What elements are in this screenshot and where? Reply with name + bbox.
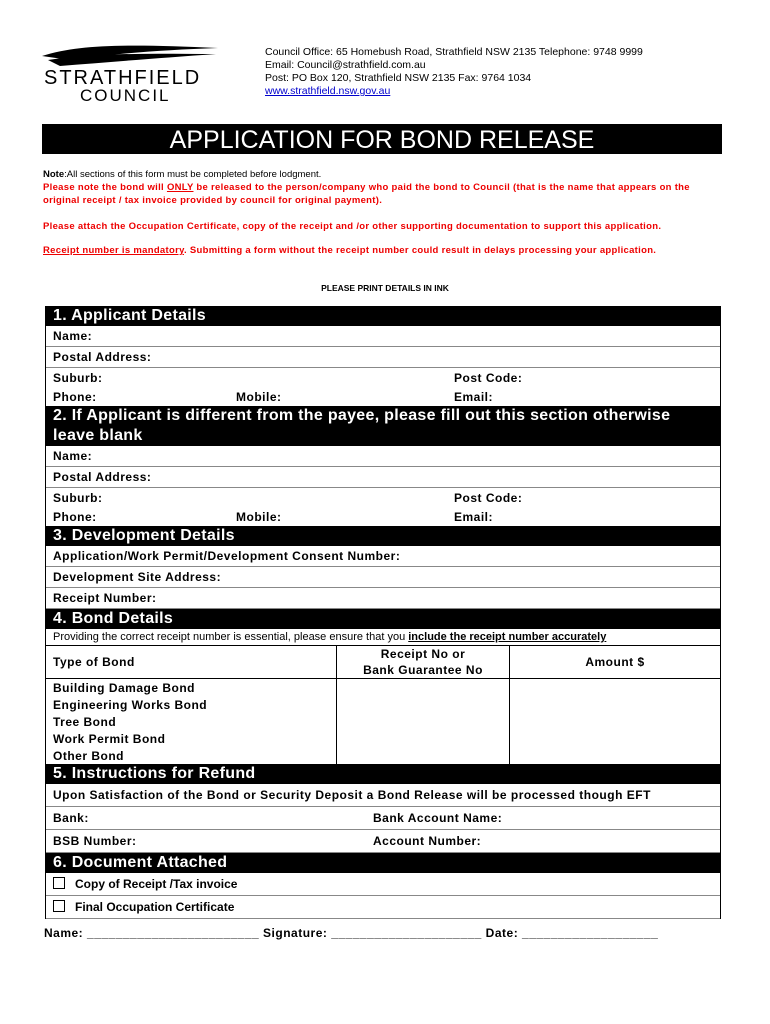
section-1-header: 1. Applicant Details (46, 306, 720, 326)
note-red-1: Please note the bond will ONLY be released to the person/company who paid the bond to Council (that is the name that appears on the original receipt / tax invoice provided by council for original payment). (43, 182, 690, 206)
bank-row[interactable]: Bank: Bank Account Name: (46, 807, 720, 830)
s2-postal-field[interactable]: Postal Address: (46, 467, 720, 488)
col-receipt-no: Receipt No or Bank Guarantee No (337, 646, 510, 679)
page-title: APPLICATION FOR BOND RELEASE (42, 124, 722, 154)
postal-address: Post: PO Box 120, Strathfield NSW 2135 Fax: 9764 1034 (265, 72, 532, 84)
note-red-2: Please attach the Occupation Certificate, copy of the receipt and /or other supporting documentation to support this application. (43, 221, 662, 232)
s2-suburb-row[interactable]: Suburb: Post Code: (53, 491, 523, 505)
col-amount: Amount $ (510, 646, 721, 679)
section-5-header: 5. Instructions for Refund (46, 764, 720, 784)
s1-suburb-row[interactable]: Suburb: Post Code: (53, 371, 523, 385)
col-type-of-bond: Type of Bond (46, 646, 337, 679)
logo-text-1: STRATHFIELD (44, 67, 202, 89)
sign-name: Name: ________________________ (44, 926, 260, 940)
signature-line[interactable] (44, 926, 724, 940)
application-form (45, 306, 721, 919)
print-ink-note: PLEASE PRINT DETAILS IN INK (321, 283, 449, 293)
note-block (43, 168, 723, 257)
section-4-header: 4. Bond Details (46, 609, 720, 629)
section-3-header: 3. Development Details (46, 526, 720, 546)
s3-app-number-field[interactable]: Application/Work Permit/Development Consent Number: (46, 546, 720, 567)
s3-receipt-field[interactable]: Receipt Number: (46, 588, 720, 609)
logo-swoosh-icon (40, 42, 220, 68)
office-address: Council Office: 65 Homebush Road, Strathfield NSW 2135 Telephone: 9748 9999 (265, 46, 643, 58)
council-logo (40, 42, 220, 105)
contact-block (265, 46, 643, 98)
bond-row[interactable]: Work Permit Bond (46, 730, 720, 747)
bond-subnote: Providing the correct receipt number is essential, please ensure that you include the receipt number accurately (46, 629, 720, 646)
checkbox-icon[interactable] (53, 877, 65, 889)
logo-text-2: COUNCIL (80, 86, 171, 105)
s1-phone-row[interactable]: Phone: Mobile: Email: (53, 390, 494, 404)
s2-phone-row[interactable]: Phone: Mobile: Email: (53, 510, 494, 524)
section-2-header: 2. If Applicant is different from the payee, please fill out this section otherwise leave blank (46, 406, 720, 446)
s1-name-field[interactable]: Name: (46, 326, 720, 347)
website-link[interactable]: www.strathfield.nsw.gov.au (265, 85, 391, 97)
s1-postal-field[interactable]: Postal Address: (46, 347, 720, 368)
bond-row[interactable]: Other Bond (46, 747, 720, 764)
note-text: :All sections of this form must be completed before lodgment. (64, 169, 322, 180)
sign-date: Date: ___________________ (481, 926, 659, 940)
s3-site-address-field[interactable]: Development Site Address: (46, 567, 720, 588)
bond-row[interactable]: Engineering Works Bond (46, 696, 720, 713)
bond-table (46, 646, 720, 764)
sign-signature: Signature: _____________________ (259, 926, 482, 940)
email-address: Email: Council@strathfield.com.au (265, 59, 426, 71)
note-label: Note (43, 169, 65, 180)
doc-occupation-checkbox[interactable]: Final Occupation Certificate (46, 896, 720, 919)
section-6-header: 6. Document Attached (46, 853, 720, 873)
note-red-3: Receipt number is mandatory. Submitting a form without the receipt number could result in delays processing your application. (43, 245, 657, 256)
doc-receipt-checkbox[interactable]: Copy of Receipt /Tax invoice (46, 873, 720, 896)
bond-row[interactable]: Building Damage Bond (46, 679, 720, 697)
bond-row[interactable]: Tree Bond (46, 713, 720, 730)
bsb-row[interactable]: BSB Number: Account Number: (46, 830, 720, 853)
eft-notice: Upon Satisfaction of the Bond or Security Deposit a Bond Release will be processed though EFT (46, 784, 720, 807)
s2-name-field[interactable]: Name: (46, 446, 720, 467)
checkbox-icon[interactable] (53, 900, 65, 912)
